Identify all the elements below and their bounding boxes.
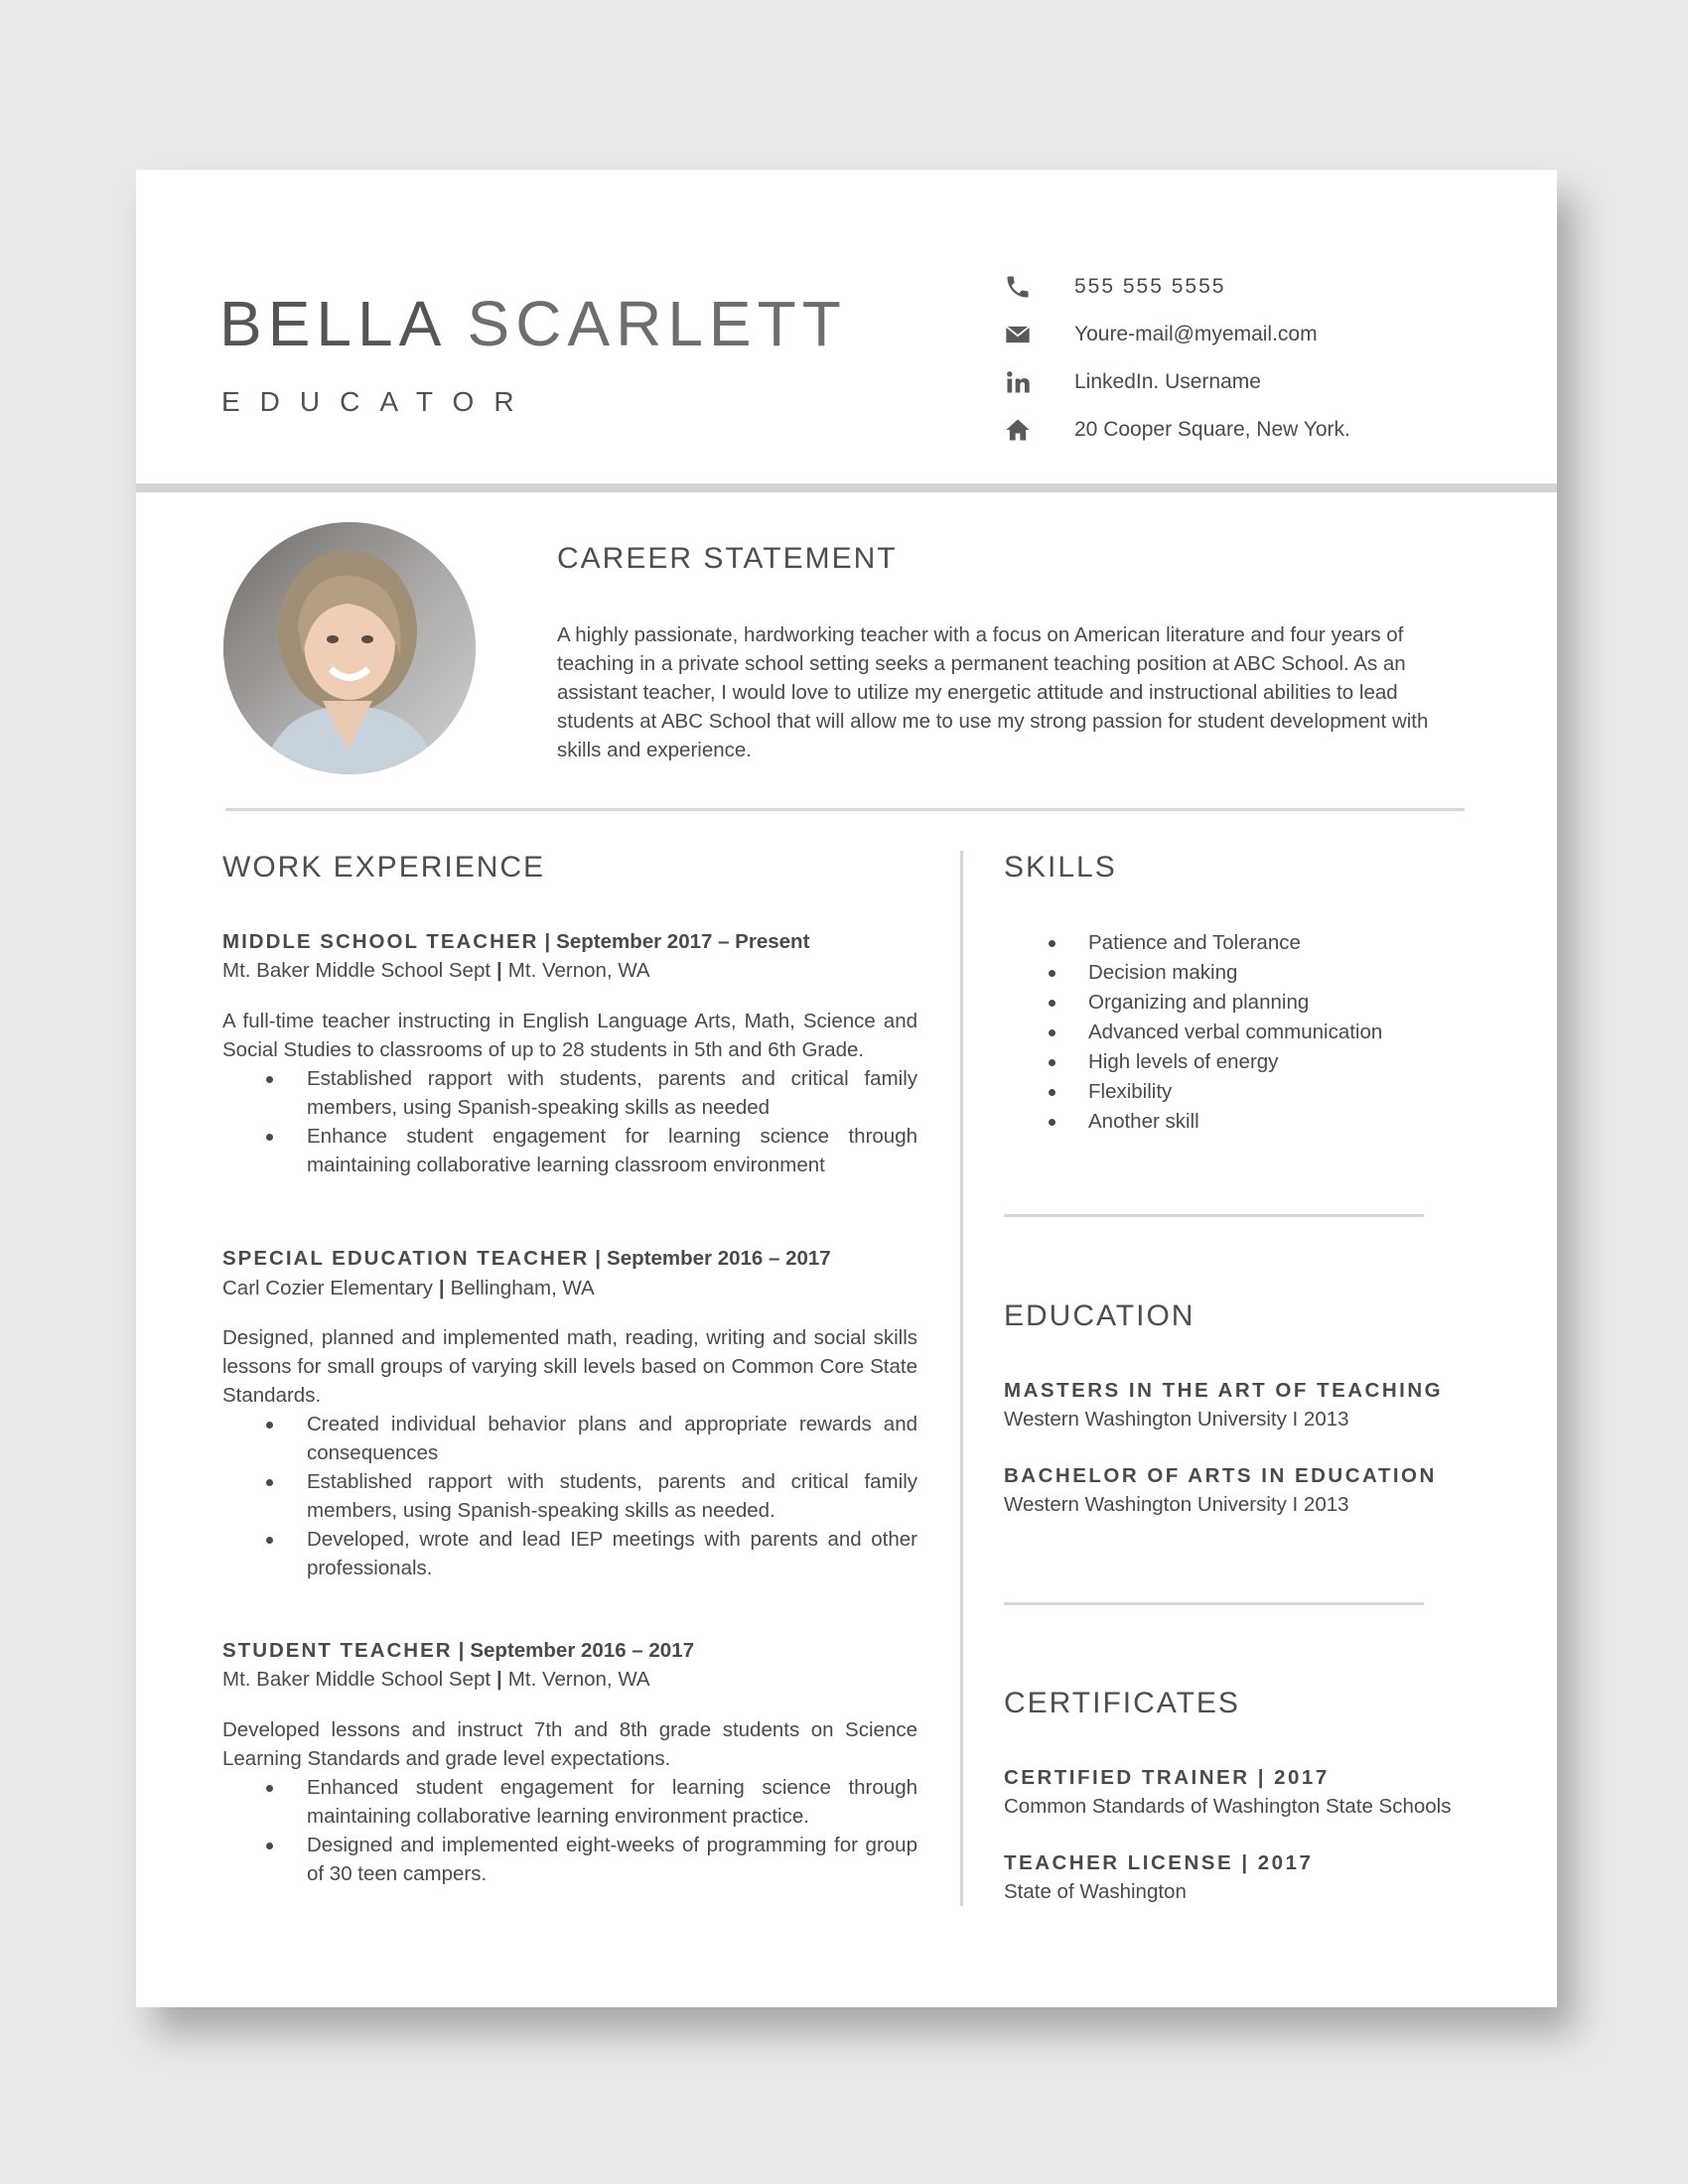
linkedin-icon bbox=[1003, 367, 1033, 397]
phone-icon bbox=[1003, 272, 1033, 302]
job-location: Mt. Vernon, WA bbox=[507, 959, 650, 982]
section-divider bbox=[225, 808, 1465, 811]
email-address: Youre-mail@myemail.com bbox=[1074, 323, 1318, 345]
education-degree: BACHELOR OF ARTS IN EDUCATION bbox=[1004, 1464, 1437, 1487]
list-item: Designed and implemented eight-weeks of programming for group of 30 teen campers. bbox=[222, 1831, 917, 1888]
list-item: High levels of energy bbox=[1004, 1047, 1382, 1077]
header-divider bbox=[136, 483, 1557, 492]
job-role: STUDENT TEACHER bbox=[222, 1639, 453, 1662]
certificate-issuer: Common Standards of Washington State Schools bbox=[1004, 1795, 1452, 1818]
job-dates: September 2017 – Present bbox=[556, 930, 810, 953]
resume-header bbox=[136, 170, 1557, 483]
job-role: SPECIAL EDUCATION TEACHER bbox=[222, 1247, 590, 1270]
career-statement-heading: CAREER STATEMENT bbox=[557, 542, 898, 575]
column-divider bbox=[960, 851, 963, 1906]
contact-email bbox=[1003, 311, 1350, 358]
linkedin-username: LinkedIn. Username bbox=[1074, 370, 1261, 393]
education-school: Western Washington University I 2013 bbox=[1004, 1493, 1349, 1516]
job-bullets bbox=[222, 1064, 917, 1179]
job-separator: | bbox=[544, 930, 551, 953]
job-organization bbox=[222, 959, 650, 983]
list-item: Established rapport with students, parents and critical family members, using Spanish-speaking skills as needed. bbox=[222, 1467, 917, 1525]
job-org-separator: | bbox=[438, 1277, 445, 1299]
list-item: Flexibility bbox=[1004, 1077, 1382, 1107]
contact-address bbox=[1003, 406, 1350, 454]
job-description: A full-time teacher instructing in English Language Arts, Math, Science and Social Studies to classrooms of up to 28 students in 5th and 6th Grade. bbox=[222, 1010, 917, 1061]
job-org-name: Mt. Baker Middle School Sept bbox=[222, 959, 492, 982]
contact-phone bbox=[1003, 263, 1350, 311]
section-divider bbox=[1004, 1214, 1424, 1217]
job-bullets bbox=[222, 1773, 917, 1888]
candidate-title: EDUCATOR bbox=[221, 386, 534, 417]
list-item: Enhance student engagement for learning science through maintaining collaborative learning classroom environment bbox=[222, 1122, 917, 1179]
education-degree: MASTERS IN THE ART OF TEACHING bbox=[1004, 1379, 1444, 1402]
skills-list bbox=[1004, 928, 1382, 1137]
job-heading bbox=[222, 1247, 831, 1271]
certificate-title: CERTIFIED TRAINER | 2017 bbox=[1004, 1766, 1330, 1789]
list-item: Enhanced student engagement for learning science through maintaining collaborative learning environment practice. bbox=[222, 1773, 917, 1831]
last-name: SCARLETT bbox=[467, 288, 847, 359]
job-role: MIDDLE SCHOOL TEACHER bbox=[222, 930, 539, 953]
home-icon bbox=[1003, 415, 1033, 445]
job-heading bbox=[222, 930, 809, 954]
job-heading bbox=[222, 1639, 694, 1663]
job-description: Designed, planned and implemented math, reading, writing and social skills lessons for small groups of varying skill levels based on Common Core State Standards. bbox=[222, 1326, 917, 1407]
list-item: Decision making bbox=[1004, 958, 1382, 988]
job-organization bbox=[222, 1277, 595, 1300]
job-separator: | bbox=[595, 1247, 602, 1270]
certificate-title: TEACHER LICENSE | 2017 bbox=[1004, 1851, 1314, 1874]
job-separator: | bbox=[458, 1639, 465, 1662]
job-org-name: Carl Cozier Elementary bbox=[222, 1277, 433, 1299]
section-divider bbox=[1004, 1602, 1424, 1605]
job-org-name: Mt. Baker Middle School Sept bbox=[222, 1668, 492, 1691]
list-item: Organizing and planning bbox=[1004, 988, 1382, 1018]
certificates-heading: CERTIFICATES bbox=[1004, 1687, 1240, 1719]
list-item: Created individual behavior plans and appropriate rewards and consequences bbox=[222, 1410, 917, 1467]
list-item: Another skill bbox=[1004, 1107, 1382, 1137]
job-location: Mt. Vernon, WA bbox=[507, 1668, 650, 1691]
candidate-name bbox=[219, 287, 847, 360]
career-statement-text: A highly passionate, hardworking teacher with a focus on American literature and four years of teaching in a private school setting seeks a permanent teaching position at ABC School. As an assistant teacher, I would love to utilize my energetic attitude and instructional abilities to lead students at ABC School that will allow me to use my strong passion for student development with skills and experience. bbox=[557, 623, 1429, 761]
list-item: Advanced verbal communication bbox=[1004, 1018, 1382, 1047]
street-address: 20 Cooper Square, New York. bbox=[1074, 418, 1350, 441]
profile-photo bbox=[223, 522, 476, 774]
work-experience-heading: WORK EXPERIENCE bbox=[222, 851, 546, 884]
job-dates: September 2016 – 2017 bbox=[470, 1639, 694, 1662]
phone-number: 555 555 5555 bbox=[1074, 275, 1226, 298]
certificate-issuer: State of Washington bbox=[1004, 1880, 1187, 1903]
skills-heading: SKILLS bbox=[1004, 851, 1117, 884]
job-org-separator: | bbox=[496, 959, 502, 982]
job-organization bbox=[222, 1668, 650, 1692]
job-description: Developed lessons and instruct 7th and 8th grade students on Science Learning Standards and grade level expectations. bbox=[222, 1718, 917, 1770]
envelope-icon bbox=[1003, 320, 1033, 349]
list-item: Patience and Tolerance bbox=[1004, 928, 1382, 958]
list-item: Developed, wrote and lead IEP meetings with parents and other professionals. bbox=[222, 1525, 917, 1582]
education-heading: EDUCATION bbox=[1004, 1299, 1196, 1332]
contact-linkedin bbox=[1003, 358, 1350, 406]
first-name: BELLA bbox=[219, 288, 444, 359]
list-item: Established rapport with students, parents and critical family members, using Spanish-speaking skills as needed bbox=[222, 1064, 917, 1122]
job-dates: September 2016 – 2017 bbox=[607, 1247, 831, 1270]
job-bullets bbox=[222, 1410, 917, 1582]
resume-page bbox=[136, 170, 1557, 2007]
job-location: Bellingham, WA bbox=[450, 1277, 595, 1299]
job-org-separator: | bbox=[496, 1668, 502, 1691]
education-school: Western Washington University I 2013 bbox=[1004, 1408, 1349, 1431]
contact-list bbox=[1003, 263, 1350, 454]
